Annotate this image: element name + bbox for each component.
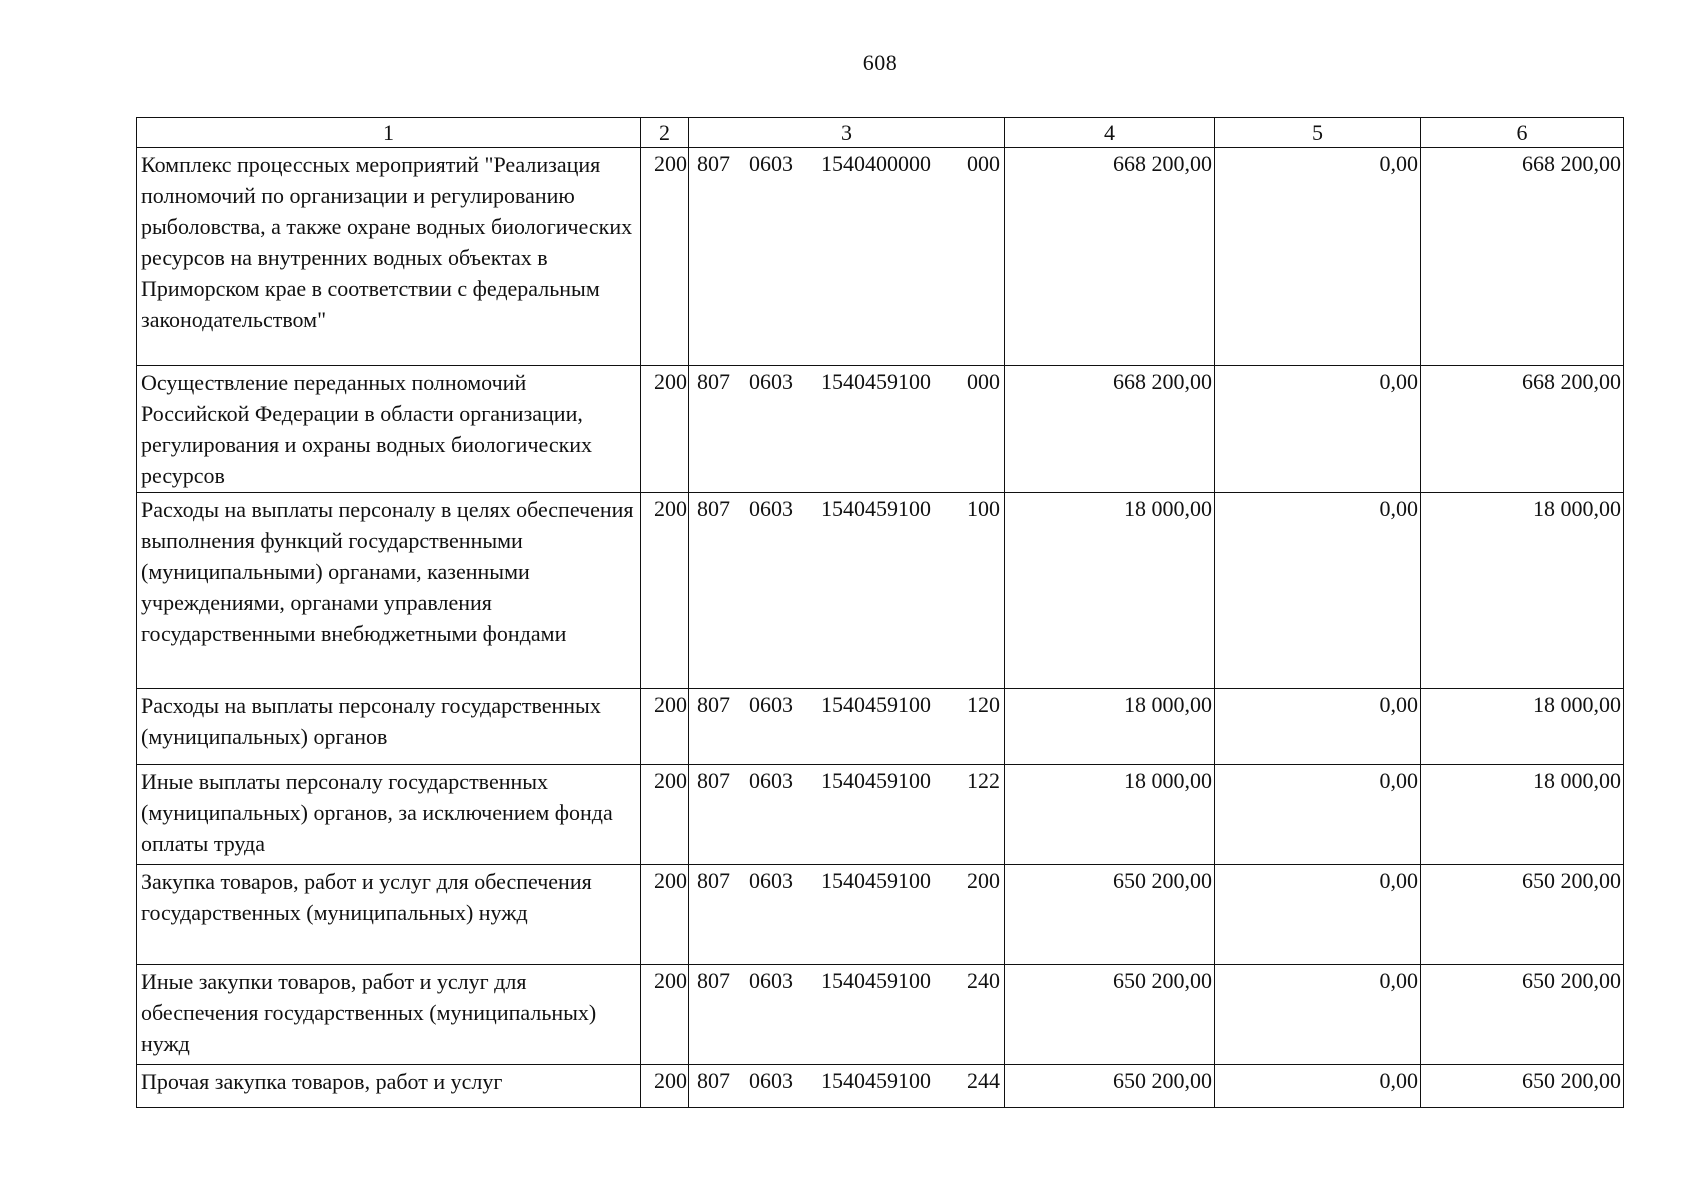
- row-description: Расходы на выплаты персоналу в целях обеспечения выполнения функций государственными (муниципальными) органами, казенными учреждениями, органами управления государственными внебюджетными фондами: [137, 493, 641, 689]
- code-expense-type: 122: [967, 768, 1000, 793]
- table-row: [137, 765, 1624, 865]
- row-amount-col4: 650 200,00: [1005, 865, 1215, 965]
- row-col2-code: 200: [641, 493, 689, 689]
- row-col2-code: 200: [641, 765, 689, 865]
- table-header-row: [137, 118, 1624, 148]
- row-amount-col6: 18 000,00: [1421, 493, 1624, 689]
- row-amount-col4: 650 200,00: [1005, 1065, 1215, 1108]
- code-expense-type: 240: [967, 968, 1000, 993]
- row-amount-col6: 650 200,00: [1421, 1065, 1624, 1108]
- row-classification-codes: [689, 493, 1005, 689]
- table-row: [137, 493, 1624, 689]
- row-amount-col6: 668 200,00: [1421, 148, 1624, 366]
- row-col2-code: 200: [641, 865, 689, 965]
- code-target-item: 1540400000: [821, 151, 931, 176]
- row-col2-code: 200: [641, 148, 689, 366]
- table-row: [137, 148, 1624, 366]
- table-row: [137, 1065, 1624, 1108]
- row-amount-col5: 0,00: [1215, 965, 1421, 1065]
- column-header: 5: [1215, 118, 1421, 148]
- budget-table: [136, 117, 1624, 1108]
- row-description: Иные закупки товаров, работ и услуг для обеспечения государственных (муниципальных) нужд: [137, 965, 641, 1065]
- row-classification-codes: [689, 689, 1005, 765]
- row-col2-code: 200: [641, 366, 689, 493]
- code-section: 807: [697, 868, 730, 893]
- code-expense-type: 244: [967, 1068, 1000, 1093]
- row-amount-col6: 650 200,00: [1421, 965, 1624, 1065]
- row-description: Закупка товаров, работ и услуг для обеспечения государственных (муниципальных) нужд: [137, 865, 641, 965]
- row-description: Прочая закупка товаров, работ и услуг: [137, 1065, 641, 1108]
- code-subsection: 0603: [749, 496, 793, 521]
- row-amount-col5: 0,00: [1215, 765, 1421, 865]
- row-col2-code: 200: [641, 1065, 689, 1108]
- row-amount-col4: 650 200,00: [1005, 965, 1215, 1065]
- code-section: 807: [697, 151, 730, 176]
- row-classification-codes: [689, 148, 1005, 366]
- row-amount-col5: 0,00: [1215, 1065, 1421, 1108]
- code-target-item: 1540459100: [821, 868, 931, 893]
- code-target-item: 1540459100: [821, 496, 931, 521]
- row-description: Комплекс процессных мероприятий "Реализация полномочий по организации и регулированию рыболовства, а также охране водных биологических ресурсов на внутренних водных объектах в Приморском крае в соответствии с федеральным законодательством": [137, 148, 641, 366]
- row-amount-col4: 668 200,00: [1005, 148, 1215, 366]
- table-row: [137, 689, 1624, 765]
- row-amount-col4: 18 000,00: [1005, 689, 1215, 765]
- row-amount-col5: 0,00: [1215, 689, 1421, 765]
- code-subsection: 0603: [749, 968, 793, 993]
- row-amount-col6: 650 200,00: [1421, 865, 1624, 965]
- code-section: 807: [697, 369, 730, 394]
- code-target-item: 1540459100: [821, 1068, 931, 1093]
- row-classification-codes: [689, 865, 1005, 965]
- code-expense-type: 120: [967, 692, 1000, 717]
- code-target-item: 1540459100: [821, 968, 931, 993]
- column-header: 1: [137, 118, 641, 148]
- code-target-item: 1540459100: [821, 768, 931, 793]
- code-subsection: 0603: [749, 151, 793, 176]
- code-target-item: 1540459100: [821, 692, 931, 717]
- row-amount-col4: 18 000,00: [1005, 493, 1215, 689]
- code-expense-type: 000: [967, 369, 1000, 394]
- code-subsection: 0603: [749, 768, 793, 793]
- column-header: 3: [689, 118, 1005, 148]
- code-expense-type: 200: [967, 868, 1000, 893]
- row-classification-codes: [689, 965, 1005, 1065]
- row-col2-code: 200: [641, 965, 689, 1065]
- column-header: 2: [641, 118, 689, 148]
- row-amount-col5: 0,00: [1215, 493, 1421, 689]
- column-header: 4: [1005, 118, 1215, 148]
- code-section: 807: [697, 692, 730, 717]
- row-col2-code: 200: [641, 689, 689, 765]
- row-amount-col5: 0,00: [1215, 366, 1421, 493]
- row-classification-codes: [689, 1065, 1005, 1108]
- row-amount-col4: 668 200,00: [1005, 366, 1215, 493]
- row-description: Расходы на выплаты персоналу государственных (муниципальных) органов: [137, 689, 641, 765]
- row-amount-col6: 668 200,00: [1421, 366, 1624, 493]
- code-subsection: 0603: [749, 369, 793, 394]
- code-subsection: 0603: [749, 868, 793, 893]
- code-expense-type: 000: [967, 151, 1000, 176]
- row-amount-col4: 18 000,00: [1005, 765, 1215, 865]
- code-expense-type: 100: [967, 496, 1000, 521]
- code-subsection: 0603: [749, 1068, 793, 1093]
- table-row: [137, 865, 1624, 965]
- row-amount-col5: 0,00: [1215, 148, 1421, 366]
- table-row: [137, 965, 1624, 1065]
- row-amount-col6: 18 000,00: [1421, 689, 1624, 765]
- table-row: [137, 366, 1624, 493]
- row-amount-col6: 18 000,00: [1421, 765, 1624, 865]
- code-target-item: 1540459100: [821, 369, 931, 394]
- code-section: 807: [697, 1068, 730, 1093]
- row-classification-codes: [689, 765, 1005, 865]
- row-description: Осуществление переданных полномочий Российской Федерации в области организации, регулирования и охраны водных биологических ресурсов: [137, 366, 641, 493]
- code-section: 807: [697, 768, 730, 793]
- code-subsection: 0603: [749, 692, 793, 717]
- row-amount-col5: 0,00: [1215, 865, 1421, 965]
- row-classification-codes: [689, 366, 1005, 493]
- column-header: 6: [1421, 118, 1624, 148]
- row-description: Иные выплаты персоналу государственных (муниципальных) органов, за исключением фонда оплаты труда: [137, 765, 641, 865]
- code-section: 807: [697, 496, 730, 521]
- page-number: 608: [862, 50, 898, 75]
- code-section: 807: [697, 968, 730, 993]
